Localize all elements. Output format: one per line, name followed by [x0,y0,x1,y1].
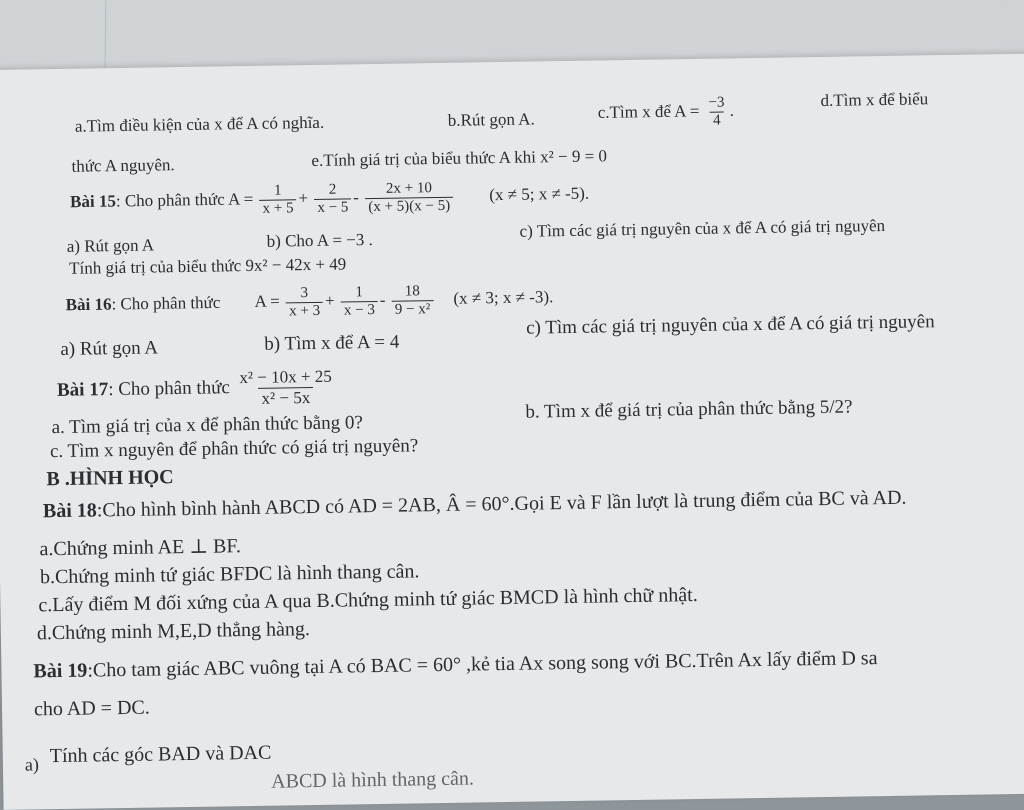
bai17-header: Bài 17: Cho phân thức $\frac{\text{x² − 10x + 25}}{\text{x² − 5x}}$ [57,367,338,412]
top-item-d: d.Tìm x để biểu [820,89,928,111]
section-geometry: B .HÌNH HỌC [46,465,174,491]
top-item-c: c.Tìm x để A = $\frac{-3}{4}$ . [597,94,734,131]
bai16-b: b) Tìm x để A = 4 [264,332,399,356]
bai15-a: a) Rút gọn A [67,235,155,256]
bai18-c: c.Lấy điểm M đối xứng của A qua B.Chứng minh tứ giác BMCD là hình chữ nhật. [38,583,698,617]
top-item-b: b.Rút gọn A. [448,109,535,130]
bai19-cut-line: ABCD là hình thang cân. [271,767,474,794]
bai19-line2: cho AD = DC. [34,696,150,722]
bai16-a: a) Rút gọn A [60,337,158,361]
bai19-a: a) Tính các góc BAD và DAC [25,741,272,777]
bai15-header: Bài 15: Cho phân thức A = $\frac{1}{x + 5}$ + $\frac{2}{x - 5}$ - $\frac{2x + 10}{(x + 5)(x - 5)}$ (x ≠ 5; x ≠ -5). [70,178,590,221]
bai15-expr: Tính giá trị của biểu thức 9x² − 42x + 49 [69,254,346,278]
worksheet-page [0,53,1024,810]
bai17-b: b. Tìm x để giá trị của phân thức bằng 5/2? [525,397,852,424]
top-line2-left: thức A nguyên. [71,155,174,177]
fraction-c: $\frac{-3}{4}$ [705,94,728,129]
bai15-c: c) Tìm các giá trị nguyên của x để A có giá trị nguyên [519,216,885,242]
bai18-b: b.Chứng minh tứ giác BFDC là hình thang cân. [40,559,420,589]
bai17-a: a. Tìm giá trị của x để phân thức bằng 0? [51,412,363,439]
bai19-text: Bài 19:Cho tam giác ABC vuông tại A có BAC = 60° ,kẻ tia Ax song song với BC.Trên Ax lấy điểm D sa [33,646,877,683]
bai15-b: b) Cho A = −3 . [267,230,373,252]
bai18-a: a.Chứng minh AE ⊥ BF. [39,534,241,561]
bai18-d: d.Chứng minh M,E,D thẳng hàng. [37,617,310,645]
bai18-text: Bài 18:Cho hình bình hành ABCD có AD = 2AB, Â = 60°.Gọi E và F lần lượt là trung điểm của BC và AD. [43,486,907,524]
bai17-c: c. Tìm x nguyên để phân thức có giá trị nguyên? [50,435,419,463]
bai16-c: c) Tìm các giá trị nguyên của x để A có giá trị nguyên [526,311,935,339]
top-item-a: a.Tìm điều kiện của x để A có nghĩa. [75,113,325,137]
top-line2-right: e.Tính giá trị của biểu thức A khi x² − 9 = 0 [311,146,607,171]
notebook-margin-line [104,0,106,76]
bai16-header: Bài 16: Cho phân thức A = $\frac{3}{x + 3}$ + $\frac{1}{x - 3}$ - $\frac{18}{\text{9 − x²}}$ (x ≠ 3; x ≠ -3). [65,281,553,324]
